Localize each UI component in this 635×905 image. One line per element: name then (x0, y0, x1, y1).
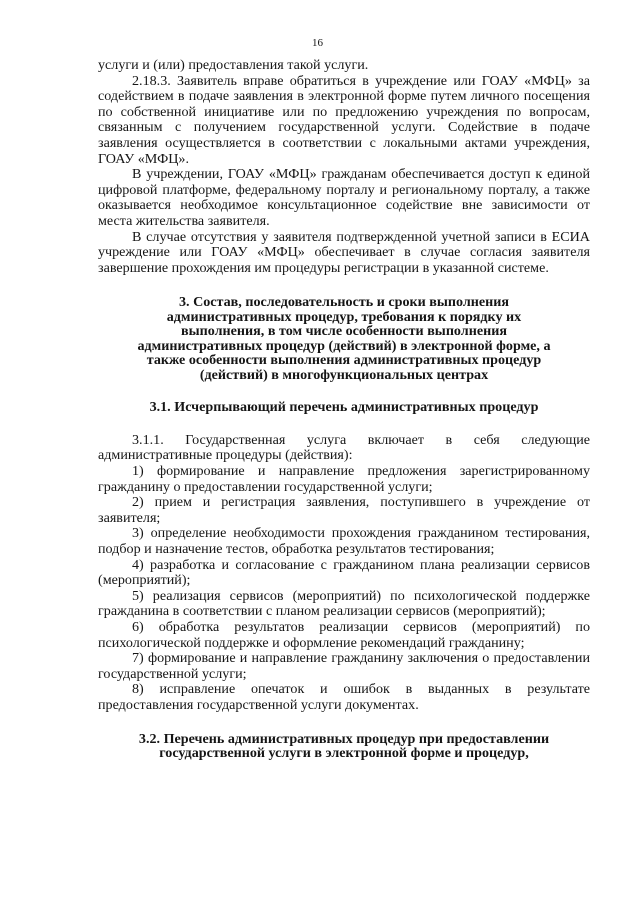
list-item: 4) разработка и согласование с гражданином плана реализации сервисов (мероприятий); (98, 556, 590, 589)
list-item: 2) прием и регистрация заявления, поступившего в учреждение от заявителя; (98, 494, 590, 526)
list-item: 6) обработка результатов реализации сервисов (мероприятий) по психологической поддержке и оформление рекомендаций гражданину; (98, 618, 590, 651)
section-3-heading: 3. Состав, последовательность и сроки выполнения административных процедур, требования к порядку их выполнения, в том числе особенности выполнения административных процедур (действий) в электронной форме, а также особенности выполнения административных процедур (действий) в многофункциональных центрах (137, 294, 551, 383)
paragraph-2-18-3: 2.18.3. Заявитель вправе обратиться в учреждение или ГОАУ «МФЦ» за содействием в подаче заявления в электронной форме путем личного посещения по собственной инициативе или по предложению учреждения по вопросам, связанным с получением государственной услуги. Содействие в подаче заявления осуществляется в соответствии с локальными актами учреждения, ГОАУ «МФЦ». (98, 72, 590, 167)
section-3-1-heading: 3.1. Исчерпывающий перечень административных процедур (149, 399, 539, 416)
list-item: 8) исправление опечаток и ошибок в выданных в результате предоставления государственной услуги документах. (98, 681, 590, 713)
list-intro: 3.1.1. Государственная услуга включает в себя следующие административные процедуры (действия): (98, 431, 590, 464)
paragraph-continuation: услуги и (или) предоставления такой услуги. (98, 57, 369, 73)
page-number: 16 (312, 37, 323, 49)
list-item: 1) формирование и направление предложения зарегистрированному гражданину о предоставлении государственной услуги; (98, 463, 590, 495)
document-body (98, 58, 590, 761)
list-item: 5) реализация сервисов (мероприятий) по психологической поддержке гражданина в соответствии с планом реализации сервисов (мероприятий); (98, 587, 590, 620)
paragraph-access: В учреждении, ГОАУ «МФЦ» гражданам обеспечивается доступ к единой цифровой платформе, федеральному порталу и региональному порталу, а также оказывается необходимое консультационное содействие вне зависимости от места жительства заявителя. (98, 166, 590, 229)
list-item: 7) формирование и направление гражданину заключения о предоставлении государственной услуги; (98, 650, 590, 682)
section-3-2-heading: 3.2. Перечень административных процедур при предоставлении государственной услуги в электронной форме и процедур, (138, 730, 550, 761)
paragraph-esia: В случае отсутствия у заявителя подтвержденной учетной записи в ЕСИА учреждение или ГОАУ «МФЦ» обеспечивает в случае согласия заявителя завершение прохождения им процедуры регистрации в указанной системе. (98, 228, 590, 276)
list-item: 3) определение необходимости прохождения гражданином тестирования, подбор и назначение тестов, обработка результатов тестирования; (98, 525, 590, 557)
